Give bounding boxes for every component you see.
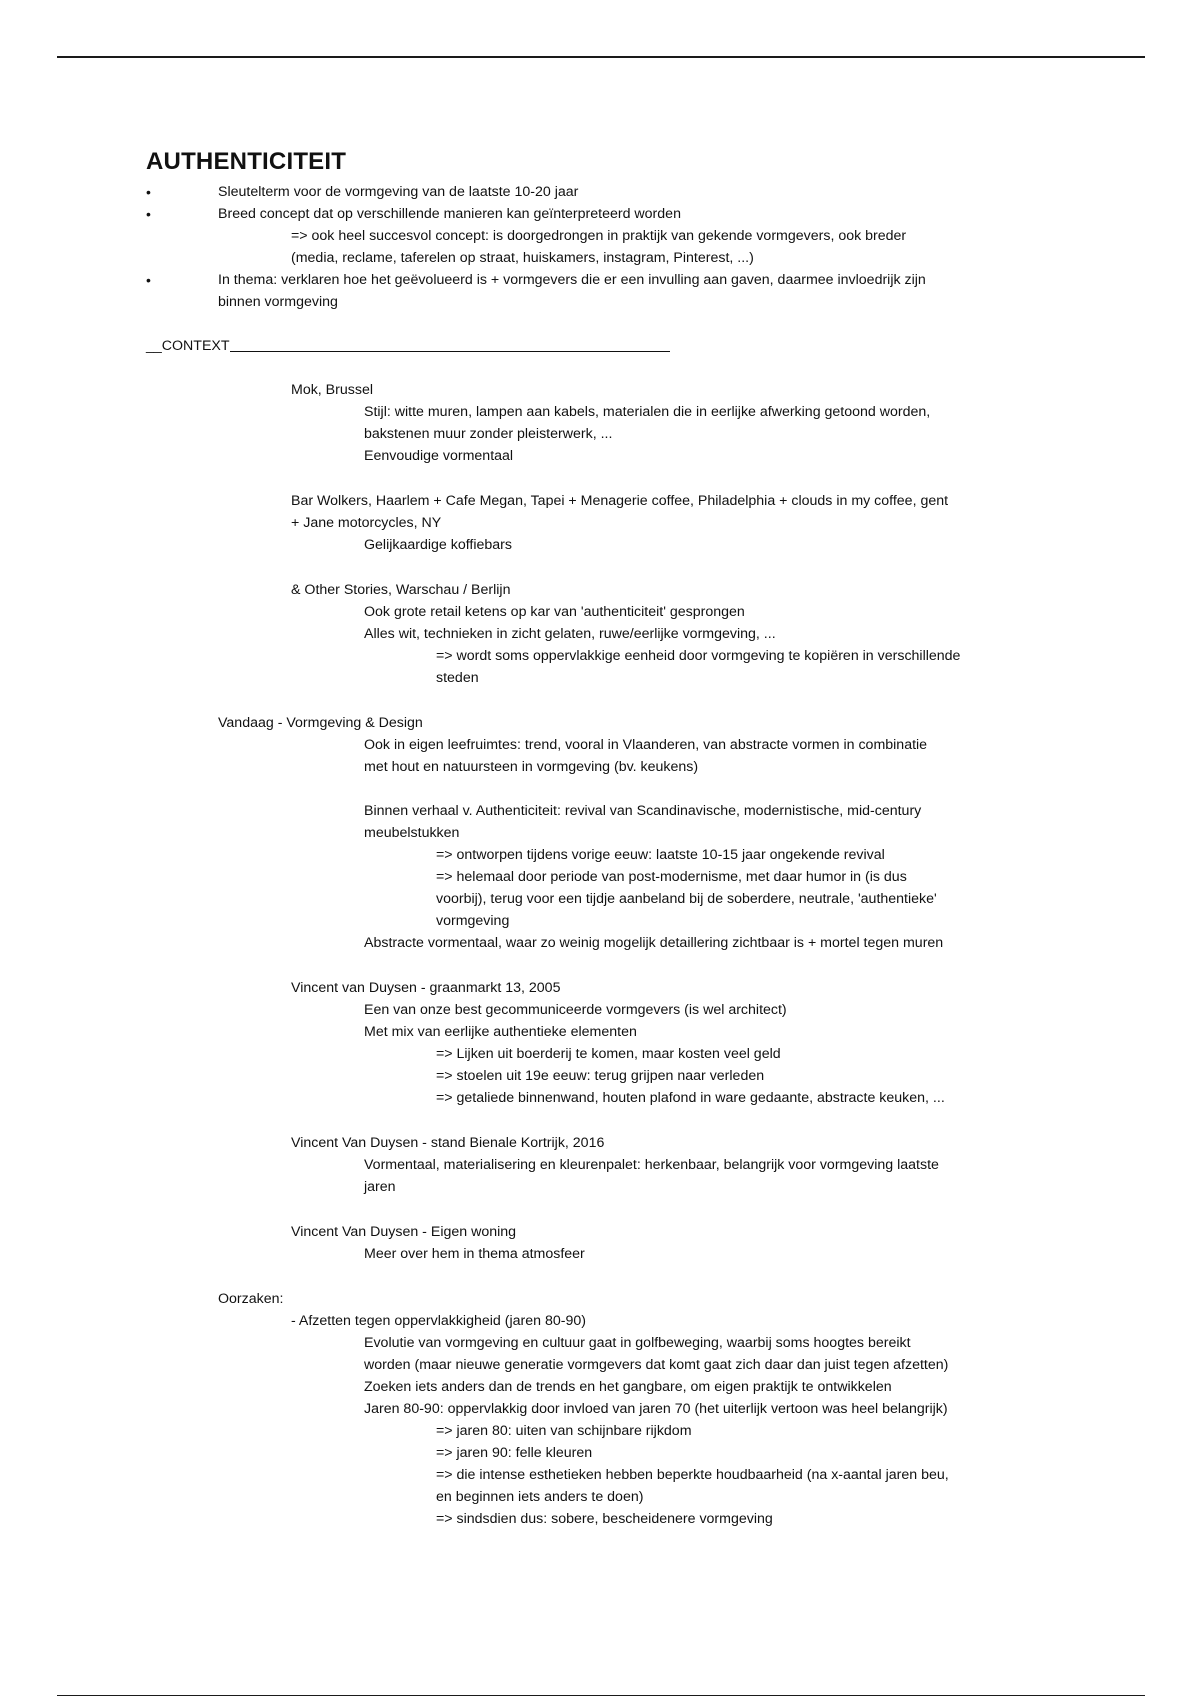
- note-subline: => jaren 90: felle kleuren: [436, 1445, 593, 1461]
- note-line: Abstracte vormentaal, waar zo weinig mogelijk detaillering zichtbaar is + mortel tegen muren: [364, 935, 944, 951]
- bullet-marker: •: [146, 272, 151, 288]
- note-line: Meer over hem in thema atmosfeer: [364, 1246, 585, 1262]
- context-label: __CONTEXT: [146, 338, 230, 354]
- note-line: Stijl: witte muren, lampen aan kabels, materialen die in eerlijke afwerking getoond worden,: [364, 404, 931, 420]
- page-title: AUTHENTICITEIT: [146, 148, 347, 175]
- bullet-continuation: binnen vormgeving: [218, 294, 338, 310]
- section-heading: Oorzaken:: [218, 1291, 284, 1307]
- note-subline: => stoelen uit 19e eeuw: terug grijpen naar verleden: [436, 1068, 765, 1084]
- bullet-marker: •: [146, 206, 151, 222]
- subsection-heading: Vincent van Duysen - graanmarkt 13, 2005: [291, 980, 561, 996]
- subsection-heading: + Jane motorcycles, NY: [291, 515, 442, 531]
- section-heading-context: [146, 336, 670, 356]
- note-subline: => Lijken uit boerderij te komen, maar kosten veel geld: [436, 1046, 781, 1062]
- note-subline: vormgeving: [436, 913, 510, 929]
- note-subline: => ontworpen tijdens vorige eeuw: laatste 10-15 jaar ongekende revival: [436, 847, 885, 863]
- context-underline: [230, 336, 670, 352]
- section-heading: Vandaag - Vormgeving & Design: [218, 715, 423, 731]
- note-line: Met mix van eerlijke authentieke elementen: [364, 1024, 637, 1040]
- note-subline: => sindsdien dus: sobere, bescheidenere vormgeving: [436, 1511, 773, 1527]
- note-line: Vormentaal, materialisering en kleurenpalet: herkenbaar, belangrijk voor vormgeving laatste: [364, 1157, 939, 1173]
- note-line: Jaren 80-90: oppervlakkig door invloed van jaren 70 (het uiterlijk vertoon was heel belangrijk): [364, 1401, 948, 1417]
- subsection-heading: Vincent Van Duysen - Eigen woning: [291, 1224, 517, 1240]
- note-line: Binnen verhaal v. Authenticiteit: revival van Scandinavische, modernistische, mid-century: [364, 803, 922, 819]
- note-line: Gelijkaardige koffiebars: [364, 537, 512, 553]
- note-subline: => helemaal door periode van post-modernisme, met daar humor in (is dus: [436, 869, 907, 885]
- note-subline: => wordt soms oppervlakkige eenheid door vormgeving te kopiëren in verschillende: [436, 648, 961, 664]
- note-line: Alles wit, technieken in zicht gelaten, ruwe/eerlijke vormgeving, ...: [364, 626, 776, 642]
- note-line: met hout en natuursteen in vormgeving (bv. keukens): [364, 759, 699, 775]
- subsection-heading: Bar Wolkers, Haarlem + Cafe Megan, Tapei + Menagerie coffee, Philadelphia + clouds in my coffee, gent: [291, 493, 949, 509]
- subsection-heading: Mok, Brussel: [291, 382, 373, 398]
- bottom-rule: [57, 1695, 1145, 1696]
- note-line: Ook grote retail ketens op kar van 'authenticiteit' gesprongen: [364, 604, 745, 620]
- bullet-subline: (media, reclame, taferelen op straat, huiskamers, instagram, Pinterest, ...): [291, 250, 754, 266]
- note-line: bakstenen muur zonder pleisterwerk, ...: [364, 426, 613, 442]
- note-line: Ook in eigen leefruimtes: trend, vooral in Vlaanderen, van abstracte vormen in combinatie: [364, 737, 928, 753]
- note-subline: => jaren 80: uiten van schijnbare rijkdom: [436, 1423, 692, 1439]
- note-line: meubelstukken: [364, 825, 460, 841]
- note-subline: => getaliede binnenwand, houten plafond in ware gedaante, abstracte keuken, ...: [436, 1090, 945, 1106]
- note-subline: voorbij), terug voor een tijdje aanbeland bij de soberdere, neutrale, 'authentieke': [436, 891, 937, 907]
- note-line: worden (maar nieuwe generatie vormgevers dat komt gaat zich daar dan juist tegen afzetten): [364, 1357, 949, 1373]
- note-subline: => die intense esthetieken hebben beperkte houdbaarheid (na x-aantal jaren beu,: [436, 1467, 949, 1483]
- note-line: Eenvoudige vormentaal: [364, 448, 514, 464]
- bullet-text: In thema: verklaren hoe het geëvolueerd is + vormgevers die er een invulling aan gaven, daarmee invloedrijk zijn: [218, 272, 926, 288]
- bullet-subline: => ook heel succesvol concept: is doorgedrongen in praktijk van gekende vormgevers, ook breder: [291, 228, 907, 244]
- note-line: Een van onze best gecommuniceerde vormgevers (is wel architect): [364, 1002, 787, 1018]
- note-subline: en beginnen iets anders te doen): [436, 1489, 644, 1505]
- note-line: Zoeken iets anders dan de trends en het gangbare, om eigen praktijk te ontwikkelen: [364, 1379, 892, 1395]
- bullet-text: Sleutelterm voor de vormgeving van de laatste 10-20 jaar: [218, 184, 579, 200]
- note-subline: steden: [436, 670, 479, 686]
- note-line: jaren: [364, 1179, 396, 1195]
- note-line: Evolutie van vormgeving en cultuur gaat in golfbeweging, waarbij soms hoogtes bereikt: [364, 1335, 911, 1351]
- bullet-text: Breed concept dat op verschillende manieren kan geïnterpreteerd worden: [218, 206, 681, 222]
- subsection-heading: & Other Stories, Warschau / Berlijn: [291, 582, 511, 598]
- subsection-heading: Vincent Van Duysen - stand Bienale Kortrijk, 2016: [291, 1135, 605, 1151]
- bullet-marker: •: [146, 184, 151, 200]
- subsection-heading: - Afzetten tegen oppervlakkigheid (jaren 80-90): [291, 1313, 586, 1329]
